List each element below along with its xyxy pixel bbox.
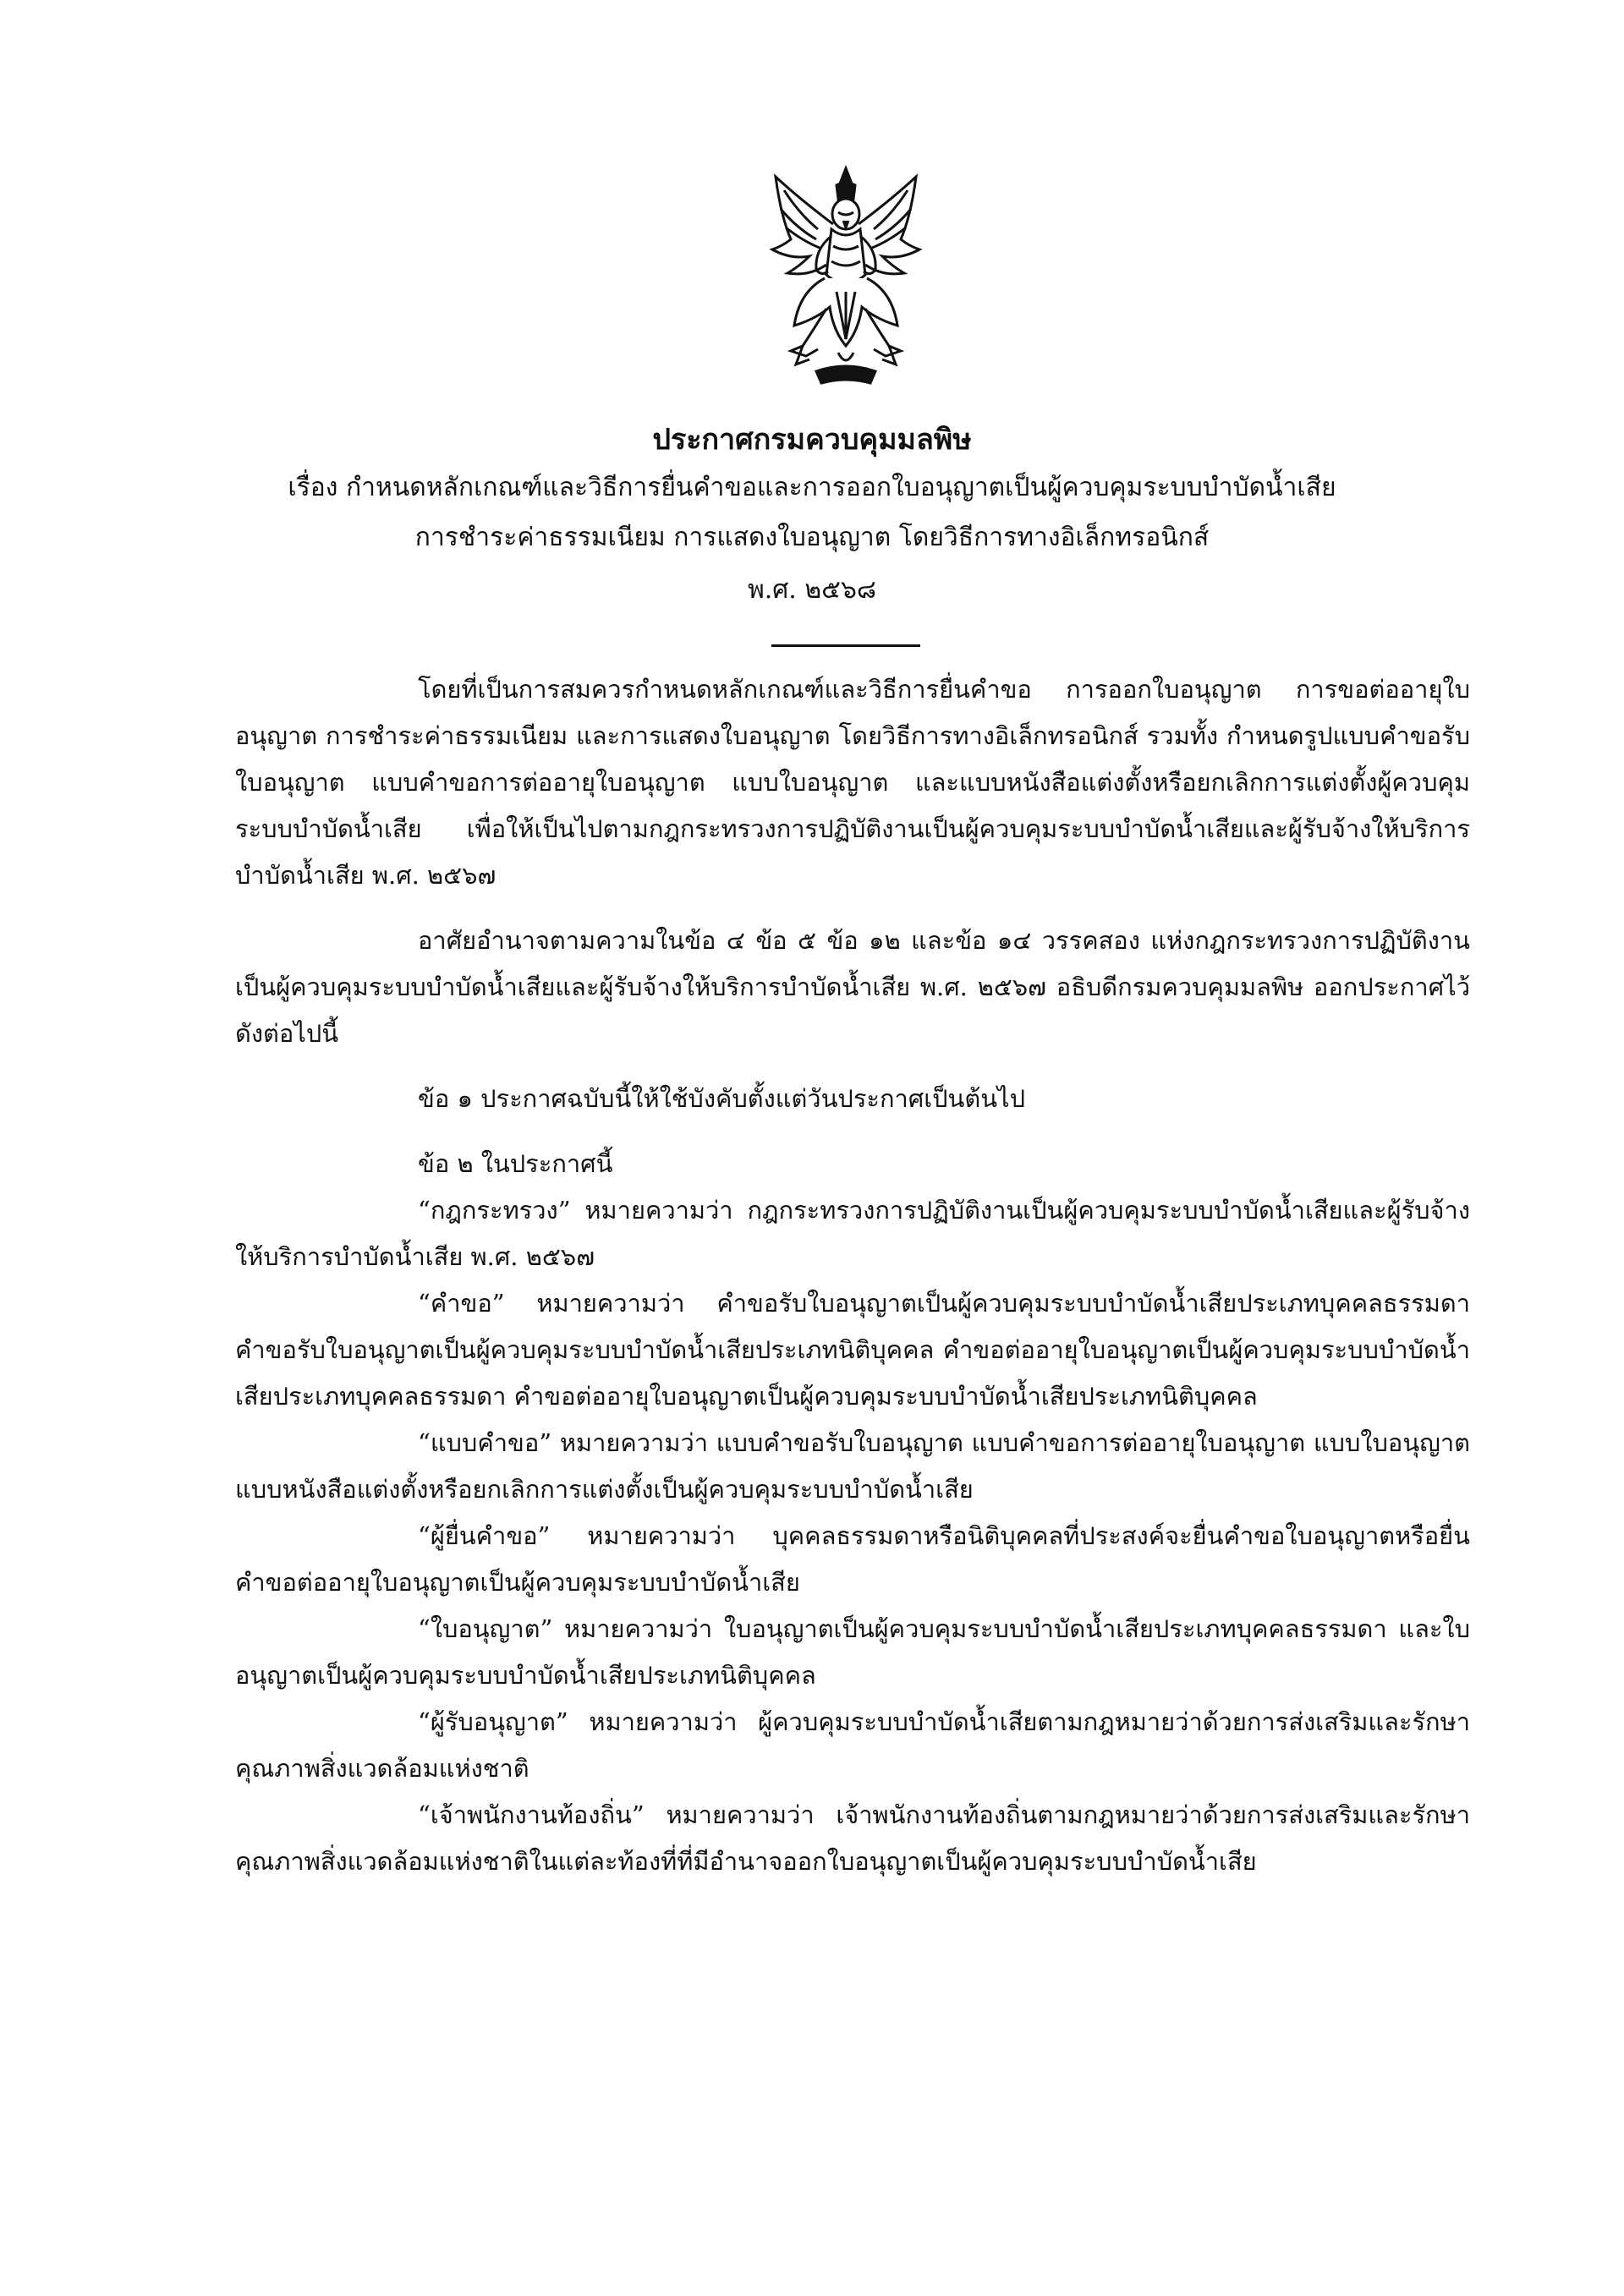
document-title: ประกาศกรมควบคุมมลพิษ <box>652 423 972 457</box>
document-subject-line-2: การชำระค่าธรรมเนียม การแสดงใบอนุญาต โดยวิธีการทางอิเล็กทรอนิกส์ <box>414 523 1210 552</box>
title-divider <box>771 644 920 647</box>
definition-local-official: “เจ้าพนักงานท้องถิ่น” หมายความว่า เจ้าพนักงานท้องถิ่นตามกฎหมายว่าด้วยการส่งเสริมและรักษาคุณภาพสิ่งแวดล้อมแห่งชาติในแต่ละท้องที่ที่มีอำนาจออกใบอนุญาตเป็นผู้ควบคุมระบบบำบัดน้ำเสีย <box>235 1800 1470 1876</box>
preamble-paragraph-2: อาศัยอำนาจตามความในข้อ ๔ ข้อ ๕ ข้อ ๑๒ และข้อ ๑๔ วรรคสอง แห่งกฎกระทรวงการปฏิบัติงานเป็นผู้ควบคุมระบบบำบัดน้ำเสียและผู้รับจ้างให้บริการบำบัดน้ำเสีย พ.ศ. ๒๕๖๗ อธิบดีกรมควบคุมมลพิษ ออกประกาศไว้ ดังต่อไปนี้ <box>235 926 1470 1048</box>
definition-ministerial-regulation: “กฎกระทรวง” หมายความว่า กฎกระทรวงการปฏิบัติงานเป็นผู้ควบคุมระบบบำบัดน้ำเสียและผู้รับจ้างให้บริการบำบัดน้ำเสีย พ.ศ. ๒๕๖๗ <box>235 1196 1470 1271</box>
garuda-emblem-icon <box>765 165 926 386</box>
clause-2: ข้อ ๒ ในประกาศนี้ <box>418 1149 613 1178</box>
definition-applicant: “ผู้ยื่นคำขอ” หมายความว่า บุคคลธรรมดาหรือนิติบุคคลที่ประสงค์จะยื่นคำขอใบอนุญาตหรือยื่นคำขอต่ออายุใบอนุญาตเป็นผู้ควบคุมระบบบำบัดน้ำเสีย <box>235 1521 1470 1597</box>
document-year: พ.ศ. ๒๕๖๘ <box>747 575 877 605</box>
document-body <box>235 666 1470 1885</box>
clause-1: ข้อ ๑ ประกาศฉบับนี้ให้ใช้บังคับตั้งแต่วันประกาศเป็นต้นไป <box>418 1084 1026 1113</box>
preamble-paragraph-1: โดยที่เป็นการสมควรกำหนดหลักเกณฑ์และวิธีการยื่นคำขอ การออกใบอนุญาต การขอต่ออายุใบอนุญาต การชำระค่าธรรมเนียม และการแสดงใบอนุญาต โดยวิธีการทางอิเล็กทรอนิกส์ รวมทั้ง กำหนดรูปแบบคำขอรับใบอนุญาต แบบคำขอการต่ออายุใบอนุญาต แบบใบอนุญาต และแบบหนังสือแต่งตั้งหรือยกเลิกการแต่งตั้งผู้ควบคุมระบบบำบัดน้ำเสีย เพื่อให้เป็นไปตามกฎกระทรวงการปฏิบัติงานเป็นผู้ควบคุมระบบบำบัดน้ำเสียและผู้รับจ้างให้บริการบำบัดน้ำเสีย พ.ศ. ๒๕๖๗ <box>235 675 1470 890</box>
definition-licensee: “ผู้รับอนุญาต” หมายความว่า ผู้ควบคุมระบบบำบัดน้ำเสียตามกฎหมายว่าด้วยการส่งเสริมและรักษาคุณภาพสิ่งแวดล้อมแห่งชาติ <box>235 1707 1470 1783</box>
definition-application: “คำขอ” หมายความว่า คำขอรับใบอนุญาตเป็นผู้ควบคุมระบบบำบัดน้ำเสียประเภทบุคคลธรรมดา คำขอรับใบอนุญาตเป็นผู้ควบคุมระบบบำบัดน้ำเสียประเภทนิติบุคคล คำขอต่ออายุใบอนุญาตเป็นผู้ควบคุมระบบบำบัดน้ำเสียประเภทบุคคลธรรมดา คำขอต่ออายุใบอนุญาตเป็นผู้ควบคุมระบบบำบัดน้ำเสียประเภทนิติบุคคล <box>235 1289 1470 1411</box>
definition-license: “ใบอนุญาต” หมายความว่า ใบอนุญาตเป็นผู้ควบคุมระบบบำบัดน้ำเสียประเภทบุคคลธรรมดา และใบอนุญาตเป็นผู้ควบคุมระบบบำบัดน้ำเสียประเภทนิติบุคคล <box>235 1614 1470 1690</box>
document-subject-line-1: เรื่อง กำหนดหลักเกณฑ์และวิธีการยื่นคำขอและการออกใบอนุญาตเป็นผู้ควบคุมระบบบำบัดน้ำเสีย <box>288 473 1336 502</box>
definition-application-form: “แบบคำขอ” หมายความว่า แบบคำขอรับใบอนุญาต แบบคำขอการต่ออายุใบอนุญาต แบบใบอนุญาต แบบหนังสือแต่งตั้งหรือยกเลิกการแต่งตั้งเป็นผู้ควบคุมระบบบำบัดน้ำเสีย <box>235 1428 1470 1504</box>
